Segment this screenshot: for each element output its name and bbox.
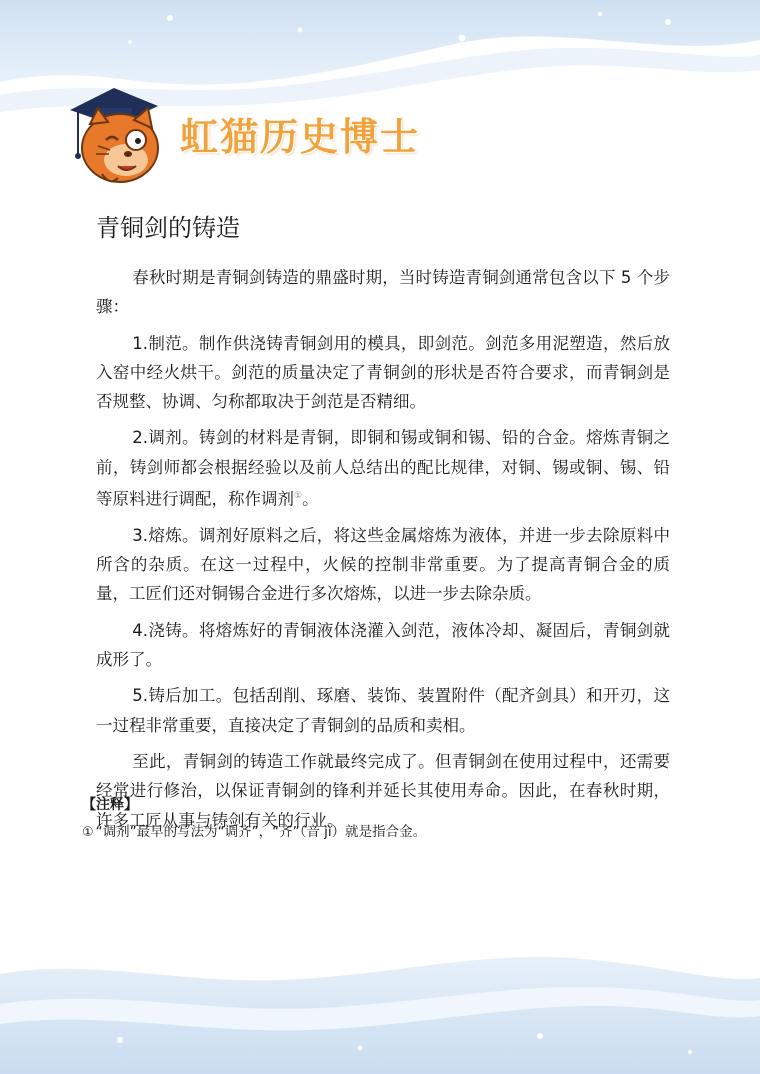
paragraph-step-1 [96,329,670,417]
paragraph-step-4 [96,616,670,675]
paragraph-text: 2.调剂。铸剑的材料是青铜，即铜和锡或铜和锡、铅的合金。熔炼青铜之前，铸剑师都会根据经验以及前人总结出的配比规律，对铜、锡或铜、锡、铅等原料进行调配，称作调剂 [96,428,670,509]
paragraph-text: 至此，青铜剑的铸造工作就最终完成了。但青铜剑在使用过程中，还需要经常进行修治，以保证青铜剑的锋利并延长其使用寿命。因此，在春秋时期，许多工匠从事与铸剑有关的行业。 [96,751,670,830]
notes-heading: 【注释】 [82,797,138,813]
note-marker: ① [82,825,94,840]
paragraph-text: 1.制范。制作供浇铸青铜剑用的模具，即剑范。剑范多用泥塑造，然后放入窑中经火烘干。剑范的质量决定了青铜剑的形状是否符合要求，而青铜剑是否规整、协调、匀称都取决于剑范是否精细。 [96,333,670,412]
note-text: “调剂”最早的写法为“调齐”，“齐”（音 jì）就是指合金。 [95,824,427,840]
notes-section [82,794,682,840]
note-item [82,820,682,840]
paragraph-text: 4.浇铸。将熔炼好的青铜液体浇灌入剑范，液体冷却、凝固后，青铜剑就成形了。 [96,620,670,670]
paragraph-text: 5.铸后加工。包括刮削、琢磨、装饰、装置附件（配齐剑具）和开刃，这一过程非常重要，直接决定了青铜剑的品质和卖相。 [96,686,670,735]
brand-title: 虹猫历史博士 [180,115,421,159]
bottom-wave-decoration [0,944,760,1074]
paragraph-text: 春秋时期是青铜剑铸造的鼎盛时期，当时铸造青铜剑通常包含以下 5 个步骤： [96,268,670,317]
article-body [96,263,670,842]
paragraph-intro [96,263,670,322]
paragraph-tail: 。 [302,489,319,509]
footnote-ref[interactable]: ① [294,491,303,502]
paragraph-step-5 [96,681,670,740]
paragraph-text: 3.熔炼。调剂好原料之后，将这些金属熔炼为液体，并进一步去除原料中所含的杂质。在这一过程中，火候的控制非常重要。为了提高青铜合金的质量，工匠们还对铜锡合金进行多次熔炼，以进一步去除杂质。 [96,525,670,604]
paragraph-step-2 [96,423,670,513]
paragraph-step-3 [96,521,670,609]
article-title: 青铜剑的铸造 [96,214,240,242]
cat-graduate-mascot-icon [62,74,172,192]
